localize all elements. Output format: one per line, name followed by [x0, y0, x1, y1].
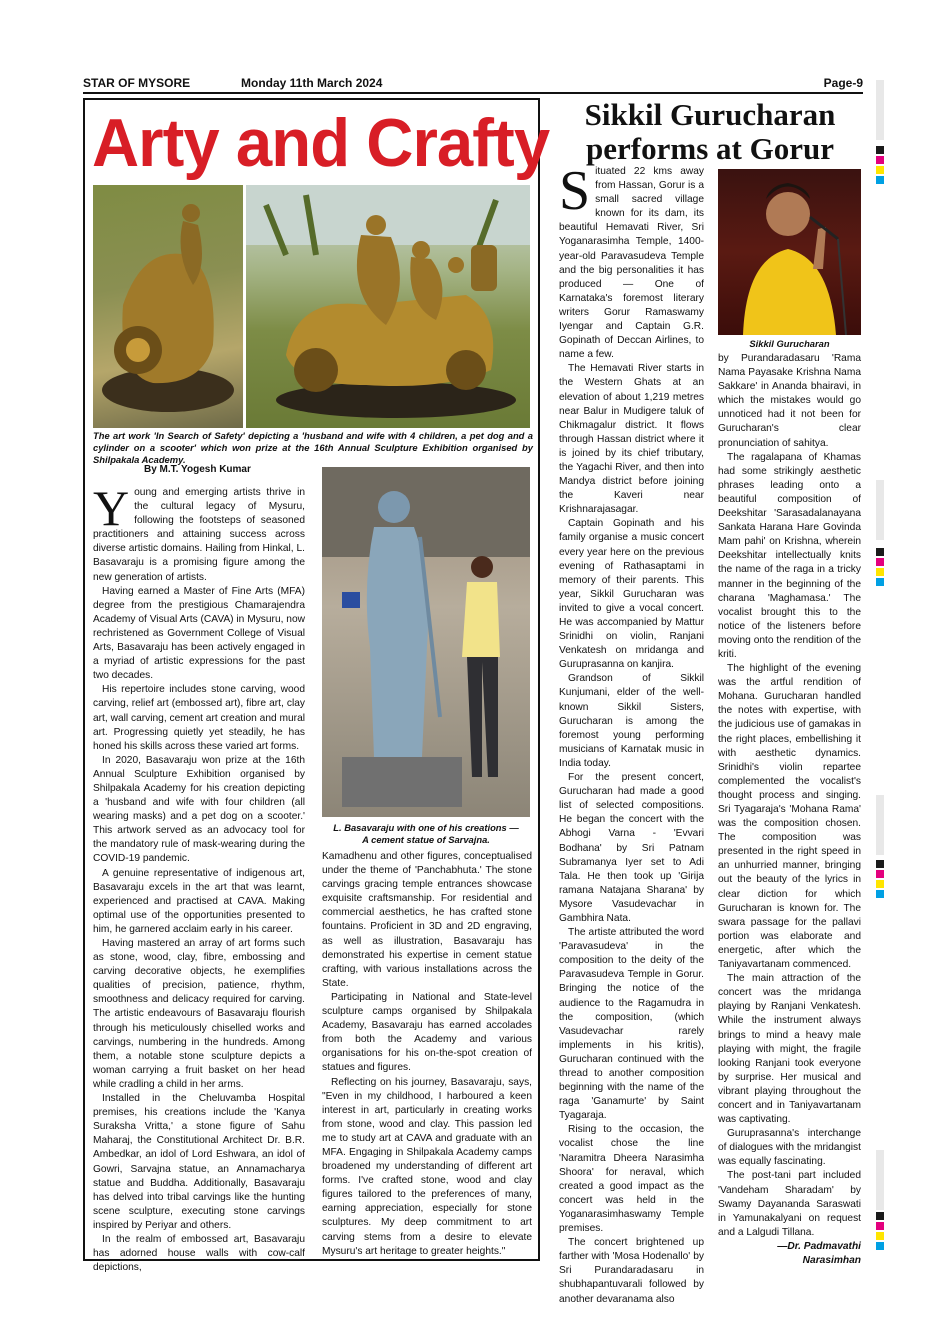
left-column-2 [322, 850, 532, 1259]
registration-yellow [876, 166, 884, 174]
right-para: The artiste attributed the word 'Paravasudeva' in the composition to the deity of the Paravasudeva Temple in Gorur. Bringing the notice of the audience to the Ragamudra in the composition, (which Vasudevachar rarely implements in his kritis), Gurucharan continued with the thread to another composition beginning with the name of the raga 'Ganamurte' by Saint Tyagaraja. [559, 927, 704, 1122]
right-headline-line1: Sikkil Gurucharan [584, 97, 836, 132]
left-para: Reflecting on his journey, Basavaraju, says, "Even in my childhood, I harboured a keen interest in art, particularly in creating works from stone, wood and clay. This passion led me to study art at CAVA and graduate with an MFA. Engaging in Shilpakala Academy camps broadened my understanding of different art forms. I've crafted stone, wood and clay figures tailored to the preferences of many, earning appreciation, especially for stone sculptures. My deep commitment to art carving stems from a desire to elevate Mysuru's art heritage to greater heights." [322, 1076, 532, 1257]
right-para: The post-tani part included 'Vandeham Sharadam' by Swamy Dayananda Saraswati in Yamunakalyani on request and a Lalgudi Tillana. [718, 1170, 861, 1238]
page-number: Page-9 [823, 76, 863, 90]
registration-cyan [876, 578, 884, 586]
right-column-1 [559, 160, 704, 1307]
left-para: oung and emerging artists thrive in the cultural legacy of Mysuru, following the footsteps of seasoned practitioners and attaining success across diverse artistic domains. Hailing from Hinkal, L. Basavaraju is a promising figure among the new generation of artists. [93, 487, 305, 583]
right-headline-line2: performs at Gorur [586, 131, 834, 166]
registration-cyan [876, 890, 884, 898]
registration-bar [876, 795, 884, 855]
sarvajna-statue-image [322, 467, 530, 817]
left-dropcap: Y [93, 480, 130, 536]
left-headline: Arty and Crafty [92, 105, 550, 181]
sculpture-photo-caption: The art work 'In Search of Safety' depicting a 'husband and wife with 4 children, a pet dog and a cylinder on a scooter' which won prize at the 16th Annual Sculpture Exhibition organised by Shilpakala Academy. [93, 430, 533, 465]
left-column-1 [93, 480, 305, 1275]
sculpture-photo-1 [93, 185, 243, 428]
registration-cyan [876, 1242, 884, 1250]
masthead [83, 76, 863, 92]
registration-magenta [876, 558, 884, 566]
scooter-sculpture-front-image [246, 185, 530, 428]
right-headline [552, 98, 868, 166]
registration-yellow [876, 880, 884, 888]
right-para: The ragalapana of Khamas had some strikingly aesthetic phrases leading onto a beautiful composition of Deekshitar 'Sarasadalanayana Sankata Harana Hare Govinda Mam pahi' on Krishna, wherein Deekshitar intellectually knits the name of the raga in a tricky manner in the beginning of the charana 'Maghamasa.' The vocalist brought this to the notice of the listeners before moving onto the rendition of the kriti. [718, 451, 861, 660]
singer-caption: Sikkil Gurucharan [749, 338, 830, 349]
issue-date: Monday 11th March 2024 [241, 76, 383, 90]
right-para: Grandson of Sikkil Kunjumani, elder of the well-known Sikkil Sisters, Gurucharan is among the foremost young performing musicians of Karnatak music in India today. [559, 673, 704, 769]
registration-bar [876, 80, 884, 140]
registration-black [876, 548, 884, 556]
sikkil-gurucharan-image [718, 169, 861, 335]
masthead-rule [83, 92, 863, 94]
left-para: Having mastered an array of art forms such as stone, wood, clay, fibre, embossing and carving decorative objects, he exemplifies qualities of precision, patience, rhythm, smoothness and delicacy required for carving. The artistic endeavours of Basavaraju flourish through his meticulously chiselled works and carvings, numbering in the hundreds. Among them, a notable stone sculpture depicts a woman carrying a fruit basket on her head while cradling a child in her arms. [93, 938, 305, 1090]
right-para: Guruprasanna's interchange of dialogues with the mridangist was equally fascinating. [718, 1128, 861, 1168]
sculpture-photo-2 [246, 185, 530, 428]
scooter-sculpture-side-image [93, 185, 243, 428]
left-para: His repertoire includes stone carving, wood carving, relief art (embossed art), fibre art, clay art, wall carving, cement art creation and mural art. Progressing quietly yet steadily, he has honed his skills across these varied art forms. [93, 684, 305, 752]
left-para: In the realm of embossed art, Basavaraju has adorned house walls with cow-calf depictions, [93, 1233, 305, 1274]
registration-bar [876, 480, 884, 540]
right-para: The main attraction of the concert was the mridanga playing by Ranjani Venkatesh. While the instrument always brings to mind a heavy male playing with might, the fragile looking Ranjani took everyone by surprise. Her musical and vibrant playing throughout the concert and in Taniyavartanam was captivating. [718, 973, 861, 1126]
statue-caption [322, 822, 530, 846]
registration-black [876, 1212, 884, 1220]
left-para: Installed in the Cheluvamba Hospital premises, his creations include the 'Kanya Suraksha Vritta,' a stone figure of Sahu Maharaj, the Constitutional Architect Dr. B.R. Ambedkar, an idol of Lord Eshwara, an idol of Gowri, Sarvajna statue, an Annamacharya statue and Buddha. Additionally, Basavaraju has delved into tribal carvings like the hunting scene sculpture, executing stone carvings inspired by Periyar and others. [93, 1093, 305, 1231]
registration-black [876, 860, 884, 868]
registration-magenta [876, 870, 884, 878]
right-para: Rising to the occasion, the vocalist chose the line 'Naramitra Dheera Narasimha Shoora' for neraval, which created a good impact as the concert was held in the Yoganarasimhaswamy Temple premises. [559, 1124, 704, 1235]
right-para: Captain Gopinath and his family organise a music concert every year here on the previous evening of Rathasaptami in memory of their parents. This year, Sikkil Gurucharan was invited to give a vocal concert. He was accompanied by Mattur Srinidhi on violin, Ranjani Venkatesh on mridanga and Guruprasanna on kanjira. [559, 518, 704, 671]
right-para: The Hemavati River starts in the Western Ghats at an elevation of about 1,219 metres near Balur in Mudigere taluk of Chikmagalur district. It flows through Hassan district where it is joined by its chief tributary, the Yagachi River, and then into Mandya district before joining the Kaveri near Krishnarajasagar. [559, 363, 704, 516]
right-signoff: —Dr. Padmavathi Narasimhan [777, 1240, 861, 1266]
left-para: A genuine representative of indigenous art, Basavaraju excels in the art that was learnt, experienced and practised at CAVA. Making optimal use of the opportunities presented to him, he garnered acclaim early in his career. [93, 867, 305, 935]
right-column-2 [718, 352, 861, 1268]
paper-name: STAR OF MYSORE [83, 76, 191, 90]
left-para: Having earned a Master of Fine Arts (MFA) degree from the prestigious Chamarajendra Academy of Visual Arts (CAVA) in Mysuru, now rechristened as Government College of Visual Arts, Basavaraju has been actively engaged in a myriad of artistic expressions for the past two decades. [93, 585, 305, 682]
left-para: In 2020, Basavaraju won prize at the 16th Annual Sculpture Exhibition organised by Shilpakala Academy for his creation depicting a 'husband and wife with four children (all wearing masks) and a pet dog on a scooter.' This artwork served as an advocacy tool for the mandatory rule of mask-wearing during the COVID-19 pandemic. [93, 754, 305, 865]
right-para: The concert brightened up farther with 'Mosa Hodenallo' by Sri Purandaradasaru in shubhapantuvarali followed by another devaranama also [559, 1237, 704, 1305]
registration-yellow [876, 568, 884, 576]
left-para: Kamadhenu and other figures, conceptualised under the theme of 'Panchabhuta.' The stone carvings gracing temple entrances showcase exquisite craftsmanship. For residential and commercial aesthetics, he has crafted stone fountains. Proficient in 3D and 2D engraving, as well as illustration, Basavaraju has demonstrated his expertise in cement statue crafting, with various installations across the State. [322, 851, 532, 989]
statue-photo [322, 467, 530, 817]
statue-caption-line1: L. Basavaraju with one of his creations — [333, 822, 519, 833]
statue-caption-line2: A cement statue of Sarvajna. [362, 834, 490, 845]
registration-magenta [876, 156, 884, 164]
right-para: The highlight of the evening was the artful rendition of Mohana. Gurucharan handled the notes with expertise, with the judicious use of gamakas in the right places, embellishing it with aesthetic dynamics. Srinidhi's violin repartee complemented the vocalist's thought process and singing. Sri Tyagaraja's 'Mohana Rama' was the composition chosen. The composition was presented in the right speed in an unhurried manner, bringing out the beauty of the lyrics in clear diction for which Gurucharan is known for. The swara passage for the pallavi portion was elaborate and energetic, after which the Taniyavartanam commenced. [718, 663, 861, 971]
registration-magenta [876, 1222, 884, 1230]
right-para: ituated 22 kms away from Hassan, Gorur is a small sacred village known for its dam, its beautiful Hemavati River, Sri Yoganarasimha Temple, 1400-year-old Paravasudeva Temple and the big personalities it has produced — One of Karnataka's foremost literary writers Gorur Ramaswamy Iyengar and Captain G.R. Gopinath of Deccan Airlines, to name a few. [559, 166, 704, 361]
registration-yellow [876, 1232, 884, 1240]
registration-bar [876, 1150, 884, 1210]
left-para: Participating in National and State-level sculpture camps organised by Shilpakala Academy, Basavaraju has earned accolades from both the Academy and various organisations for his on-the-spot creation of statues and figures. [322, 991, 532, 1074]
right-para: by Purandaradasaru 'Rama Nama Payasake Krishna Nama Sakkare' in Ananda bhairavi, in which the mistakes would go unnoticed had it not been for Gurucharan's clear pronunciation of sahitya. [718, 353, 861, 449]
left-byline: By M.T. Yogesh Kumar [144, 464, 251, 475]
singer-photo [718, 169, 861, 335]
registration-black [876, 146, 884, 154]
right-para: For the present concert, Gurucharan had made a good list of selected compositions. He began the concert with the Abhogi Varna - 'Evvari Bodhana' by Sri Patnam Subramanya Iyer set to Adi Tala. He then took up 'Girija ramana Natajana Sharana' by Mysore Vasudevachar in Gambhira Nata. [559, 772, 704, 924]
right-dropcap: S [559, 160, 591, 222]
registration-cyan [876, 176, 884, 184]
